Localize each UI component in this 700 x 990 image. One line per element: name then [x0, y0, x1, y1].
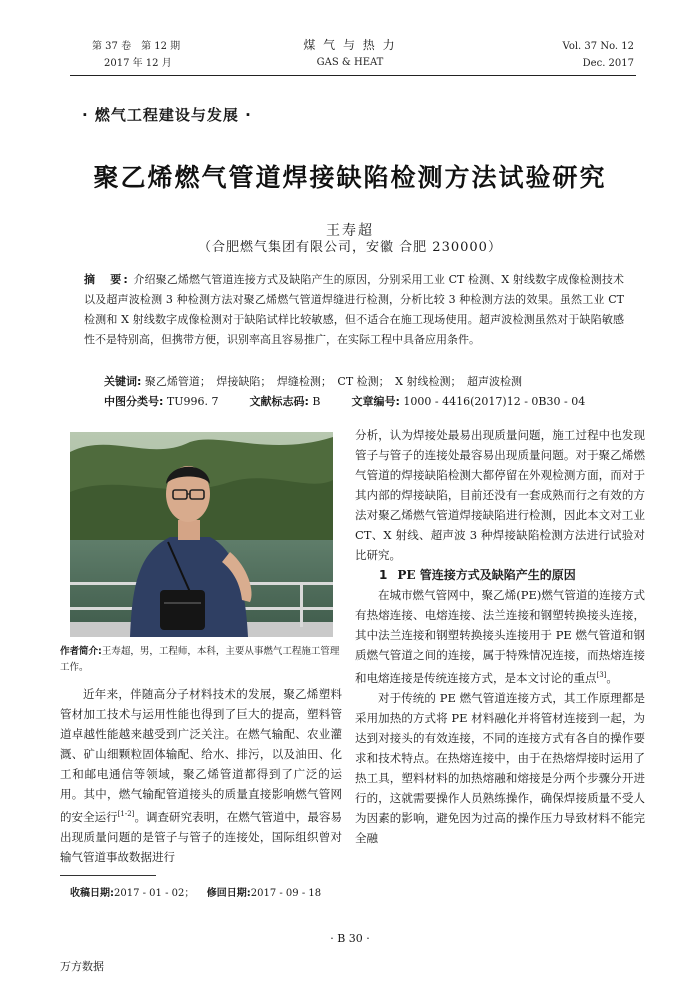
paragraph-text: 近年来，伴随高分子材料技术的发展，聚乙烯塑料管材加工技术与运用性能也得到了巨大的提高，塑料管道卓越性能越来越受到广泛关注。在燃气输配、农业灌溉、矿山细颗粒固体输配、给水、排污，以及油田、化工和邮电通信等领域，聚乙烯管道都得到了广泛的运用。其中，燃气输配管道接头的质量直接影响燃气管网的安全运行 [60, 687, 342, 824]
author-bio-label: 作者简介: [60, 646, 102, 657]
author-bio [60, 644, 340, 676]
clc-value: TU996. 7 [166, 395, 219, 408]
watermark: 万方数据 [60, 960, 104, 973]
article-number-value: 1000 - 4416(2017)12 - 0B30 - 04 [403, 395, 586, 408]
abstract-label: 摘 要: [84, 273, 130, 286]
keywords-label: 关键词: [104, 375, 142, 388]
clc-label: 中图分类号: [104, 395, 164, 408]
paragraph: 对于传统的 PE 燃气管道连接方式，其工作原理都是采用加热的方式将 PE 材料融化并将管材连接到一起，为达到对接头的有效连接，不同的连接方式有各自的操作要求和技术特点。在热熔连接中，由于在热熔焊接时运用了热工具，塑料材料的加热熔融和熔接是分两个步骤分开进行的，这就需要操作人员熟练操作，确保焊接质量不受人为因素的影响，避免因为过高的操作压力导致材料不能完全融 [355, 690, 645, 845]
revised-label: 修回日期: [206, 888, 251, 899]
article-title: 聚乙烯燃气管道焊接缺陷检测方法试验研究 [93, 163, 607, 192]
doc-code-label: 文献标志码: [249, 395, 309, 408]
keywords-text: 聚乙烯管道； 焊接缺陷； 焊缝检测； CT 检测； X 射线检测； 超声波检测 [144, 375, 522, 388]
classification-line [104, 393, 585, 409]
header-rule [70, 75, 636, 76]
abstract [84, 270, 624, 350]
article-number-label: 文章编号: [351, 395, 400, 408]
body-left-column [60, 684, 342, 867]
header-volume: 第 37 卷 第 12 期 [92, 41, 181, 52]
author-name: 王寿超 [326, 223, 374, 239]
paragraph: 分析，认为焊接处最易出现质量问题，施工过程中也发现管子与管子的连接处最容易出现质量问题。对于聚乙烯燃气管道的焊接缺陷检测大都停留在外观检测方面，而对于其内部的焊接缺陷，目前还没有一套成熟而行之有效的方法对聚乙烯燃气管道焊接缺陷进行检测，因此本文对工业 CT、X 射线、超声波 3 种焊接缺陷检测方法进行试验对比研究。 [355, 428, 645, 562]
author-bio-text: 王寿超，男，工程师，本科，主要从事燃气工程施工管理工作。 [60, 646, 340, 673]
abstract-text: 介绍聚乙烯燃气管道连接方式及缺陷产生的原因，分别采用工业 CT 检测、X 射线数字成像检测技术以及超声波检测 3 种检测方法对聚乙烯燃气管道焊缝进行检测，分析比较 3 种检测方法的效果。虽然工业 CT 检测和 X 射线数字成像检测对于缺陷试样比较敏感，但不适合在施工现场使用。超声波检测虽然对于缺陷敏感性不是特别高，但携带方便，识别率高且容易推广，在实际工程中具备应用条件。 [84, 273, 624, 346]
paragraph-text: 。 [606, 670, 618, 685]
paragraph-text: 。调查研究表明，在燃气管道中，最容易出现质量问题的是管子与管子的连接处，国际组织曾对输气管道事故数据进行 [60, 809, 343, 864]
header-journal-cn: 煤 气 与 热 力 [303, 38, 397, 52]
paragraph [355, 585, 645, 688]
paragraph [60, 684, 342, 867]
section-tag: · 燃气工程建设与发展 · [82, 106, 252, 124]
affiliation: （合肥燃气集团有限公司，安徽 合肥 230000） [198, 240, 502, 255]
header-date-en: Dec. 2017 [582, 58, 634, 69]
doc-code-value: B [312, 395, 321, 408]
citation: [1-2] [117, 810, 135, 818]
citation: [3] [596, 671, 607, 679]
body-right-column [355, 425, 645, 848]
paragraph-text: 在城市燃气管网中，聚乙烯(PE)燃气管道的连接方式有热熔连接、电熔连接、法兰连接和钢塑转换接头连接，其中法兰连接和钢塑转换接头连接用于 PE 燃气管道和钢质燃气管道之间的连接，属于特殊情况连接，而热熔连接和电熔连接是传统连接方式，是本文讨论的重点 [355, 588, 645, 685]
section-number: 1 [379, 568, 388, 582]
received-date: 2017 - 01 - 02； [114, 888, 195, 899]
author-photo [70, 432, 333, 637]
footnote-rule [60, 875, 156, 876]
header-date: 2017 年 12 月 [104, 58, 172, 69]
received-label: 收稿日期: [70, 888, 114, 899]
keywords [104, 373, 522, 389]
revised-date: 2017 - 09 - 18 [250, 888, 322, 899]
section-title: PE 管连接方式及缺陷产生的原因 [397, 568, 576, 582]
footnote-dates [70, 884, 321, 899]
page-number: · B 30 · [330, 932, 370, 945]
header-journal-en: GAS & HEAT [316, 57, 384, 68]
section-heading [355, 565, 645, 585]
header-volume-en: Vol. 37 No. 12 [562, 41, 634, 52]
